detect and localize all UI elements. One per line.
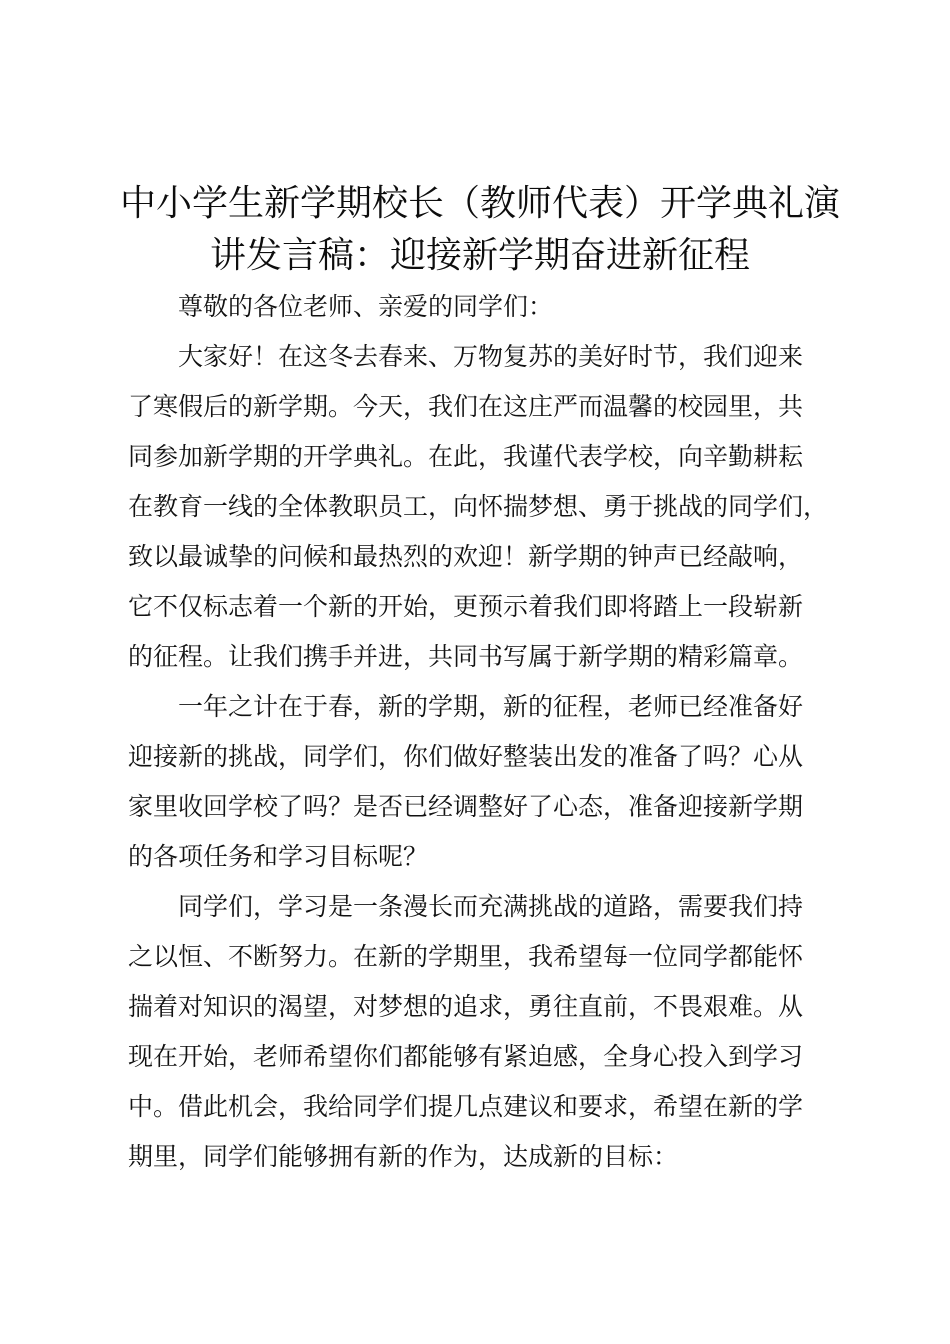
text-line: 致以最诚挚的问候和最热烈的欢迎！新学期的钟声已经敲响，: [128, 542, 804, 571]
text-line: 同参加新学期的开学典礼。在此，我谨代表学校，向辛勤耕耘: [128, 442, 804, 471]
paragraph-welcome: [128, 332, 858, 682]
text-line: 一年之计在于春，新的学期，新的征程，老师已经准备好: [178, 692, 804, 721]
text-line: 之以恒、不断努力。在新的学期里，我希望每一位同学都能怀: [128, 942, 804, 971]
text-line: 迎接新的挑战，同学们，你们做好整装出发的准备了吗？心从: [128, 742, 804, 771]
text-line: 尊敬的各位老师、亲爱的同学们：: [178, 292, 554, 321]
text-line: 它不仅标志着一个新的开始，更预示着我们即将踏上一段崭新: [128, 592, 804, 621]
text-line: 同学们，学习是一条漫长而充满挑战的道路，需要我们持: [178, 892, 804, 921]
paragraph-study: [128, 882, 858, 1182]
text-line: 家里收回学校了吗？是否已经调整好了心态，准备迎接新学期: [128, 792, 804, 821]
paragraph-spring: [128, 682, 858, 882]
paragraph-greeting: [128, 282, 858, 332]
document-title: [120, 178, 840, 282]
document-body: [128, 282, 858, 1182]
text-line: 在教育一线的全体教职员工，向怀揣梦想、勇于挑战的同学们，: [128, 492, 829, 521]
text-line: 的征程。让我们携手并进，共同书写属于新学期的精彩篇章。: [128, 642, 804, 671]
text-line: 现在开始，老师希望你们都能够有紧迫感，全身心投入到学习: [128, 1042, 804, 1071]
title-line-2: 讲发言稿：迎接新学期奋进新征程: [209, 235, 750, 276]
text-line: 了寒假后的新学期。今天，我们在这庄严而温馨的校园里，共: [128, 392, 804, 421]
text-line: 期里，同学们能够拥有新的作为，达成新的目标：: [128, 1142, 679, 1171]
text-line: 揣着对知识的渴望，对梦想的追求，勇往直前，不畏艰难。从: [128, 992, 804, 1021]
text-line: 大家好！在这冬去春来、万物复苏的美好时节，我们迎来: [178, 342, 804, 371]
title-line-1: 中小学生新学期校长（教师代表）开学典礼演: [120, 183, 841, 224]
text-line: 中。借此机会，我给同学们提几点建议和要求，希望在新的学: [128, 1092, 804, 1121]
text-line: 的各项任务和学习目标呢？: [128, 842, 429, 871]
